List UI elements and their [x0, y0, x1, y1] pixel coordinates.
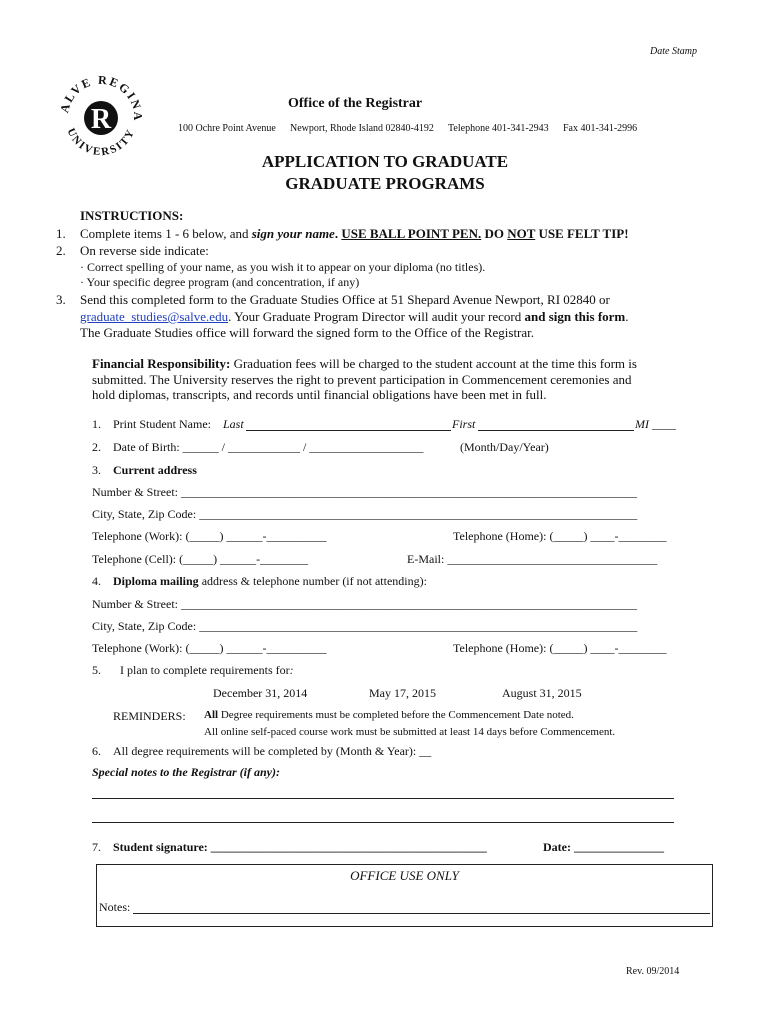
q3-number: 3. [92, 463, 101, 477]
instruction-bullet-2: · Your specific degree program (and concentration, if any) [80, 275, 360, 289]
logo-bottom-text: UNIVERSITY [64, 126, 138, 159]
completion-month-year-field[interactable]: All degree requirements will be completed by (Month & Year): __ [113, 744, 432, 758]
instruction-2-number: 2. [56, 243, 66, 258]
instruction-3: Send this completed form to the Graduate Studies Office at 51 Shepard Avenue Newport, RI 02840 or [80, 292, 610, 307]
special-notes-line-2[interactable] [92, 822, 674, 823]
print-name-label: Print Student Name: [113, 417, 211, 431]
office-fax: Fax 401-341-2996 [563, 123, 638, 134]
diploma-city-state-zip-field[interactable]: City, State, Zip Code: _________________________________________________________________________ [92, 619, 638, 633]
q4-number: 4. [92, 574, 101, 588]
q6-number: 6. [92, 744, 101, 758]
telephone-work-field[interactable]: Telephone (Work): (_____) ______-__________ [92, 529, 327, 543]
instructions-heading: INSTRUCTIONS: [80, 208, 184, 223]
logo-letter: R [90, 104, 112, 135]
office-address: 100 Ochre Point Avenue [178, 123, 276, 134]
graduate-studies-email-link[interactable]: graduate_studies@salve.edu [80, 309, 229, 324]
office-title: Office of the Registrar [288, 96, 423, 111]
revision-label: Rev. 09/2014 [626, 966, 680, 977]
financial-responsibility: Financial Responsibility: Graduation fees will be charged to the student account at the time this form is [92, 356, 637, 371]
city-state-zip-field[interactable]: City, State, Zip Code: _________________________________________________________________________ [92, 507, 638, 521]
instruction-3-number: 3. [56, 292, 66, 307]
instruction-2: On reverse side indicate: [80, 243, 209, 258]
first-name-label: First [452, 417, 476, 431]
last-name-label: Last [223, 417, 244, 431]
date-format-hint: (Month/Day/Year) [460, 440, 549, 454]
special-notes-line-1[interactable] [92, 798, 674, 799]
form-title-line2: GRADUATE PROGRAMS [285, 174, 485, 193]
office-use-box [96, 864, 713, 927]
reminder-2: All online self-paced course work must be submitted at least 14 days before Commencement. [204, 726, 616, 738]
diploma-street-field[interactable]: Number & Street: ____________________________________________________________________________ [92, 597, 637, 611]
completion-option-dec-2014[interactable]: December 31, 2014 [213, 686, 308, 700]
reminder-1: All Degree requirements must be completed before the Commencement Date noted. [204, 709, 574, 721]
middle-initial-field[interactable]: MI ____ [635, 417, 676, 431]
q2-number: 2. [92, 440, 101, 454]
q1-number: 1. [92, 417, 101, 431]
completion-date-label: I plan to complete requirements for: [120, 663, 294, 677]
financial-line-2: submitted. The University reserves the right to prevent participation in Commencement ceremonies and [92, 372, 632, 387]
special-notes-label: Special notes to the Registrar (if any): [92, 765, 280, 779]
q7-number: 7. [92, 840, 101, 854]
diploma-mailing-heading: Diploma mailing address & telephone number (if not attending): [113, 574, 427, 588]
student-signature-field[interactable]: Student signature: ______________________________________________ [113, 840, 487, 854]
diploma-telephone-work-field[interactable]: Telephone (Work): (_____) ______-__________ [92, 641, 327, 655]
office-telephone: Telephone 401-341-2943 [448, 123, 549, 134]
telephone-cell-field[interactable]: Telephone (Cell): (_____) ______-________ [92, 552, 309, 566]
instruction-bullet-1: · Correct spelling of your name, as you wish it to appear on your diploma (no titles). [80, 260, 486, 274]
telephone-home-field[interactable]: Telephone (Home): (_____) ____-________ [453, 529, 667, 543]
instruction-1: Complete items 1 - 6 below, and sign your name. USE BALL POINT PEN. DO NOT USE FELT TIP! [80, 226, 629, 241]
office-use-heading: OFFICE USE ONLY [350, 868, 459, 883]
university-seal-logo [56, 72, 146, 162]
office-notes-field[interactable] [133, 913, 710, 914]
office-notes-label: Notes: [99, 900, 131, 914]
reminders-label: REMINDERS: [113, 709, 186, 723]
logo-top-text: ALVE REGINA [57, 72, 146, 123]
street-field[interactable]: Number & Street: ____________________________________________________________________________ [92, 485, 637, 499]
instruction-1-number: 1. [56, 226, 66, 241]
financial-line-3: hold diplomas, transcripts, and records until financial obligations have been met in full. [92, 387, 547, 402]
date-stamp-label: Date Stamp [650, 46, 697, 57]
email-field[interactable]: E-Mail: ___________________________________ [407, 552, 658, 566]
form-title-line1: APPLICATION TO GRADUATE [261, 152, 509, 171]
completion-option-may-2015[interactable]: May 17, 2015 [369, 686, 436, 700]
date-of-birth-field[interactable]: Date of Birth: ______ / ____________ / ___________________ [113, 440, 424, 454]
office-city: Newport, Rhode Island 02840-4192 [290, 123, 434, 134]
q5-number: 5. [92, 663, 101, 677]
current-address-heading: Current address [113, 463, 197, 477]
first-name-field[interactable] [478, 430, 634, 431]
diploma-telephone-home-field[interactable]: Telephone (Home): (_____) ____-________ [453, 641, 667, 655]
last-name-field[interactable] [246, 430, 451, 431]
completion-option-aug-2015[interactable]: August 31, 2015 [502, 686, 582, 700]
signature-date-field[interactable]: Date: _______________ [543, 840, 664, 854]
instruction-3-note: The Graduate Studies office will forward the signed form to the Office of the Registrar. [80, 325, 535, 340]
instruction-3-cont: graduate_studies@salve.edu. Your Graduate Program Director will audit your record and sign this form. [80, 309, 629, 324]
